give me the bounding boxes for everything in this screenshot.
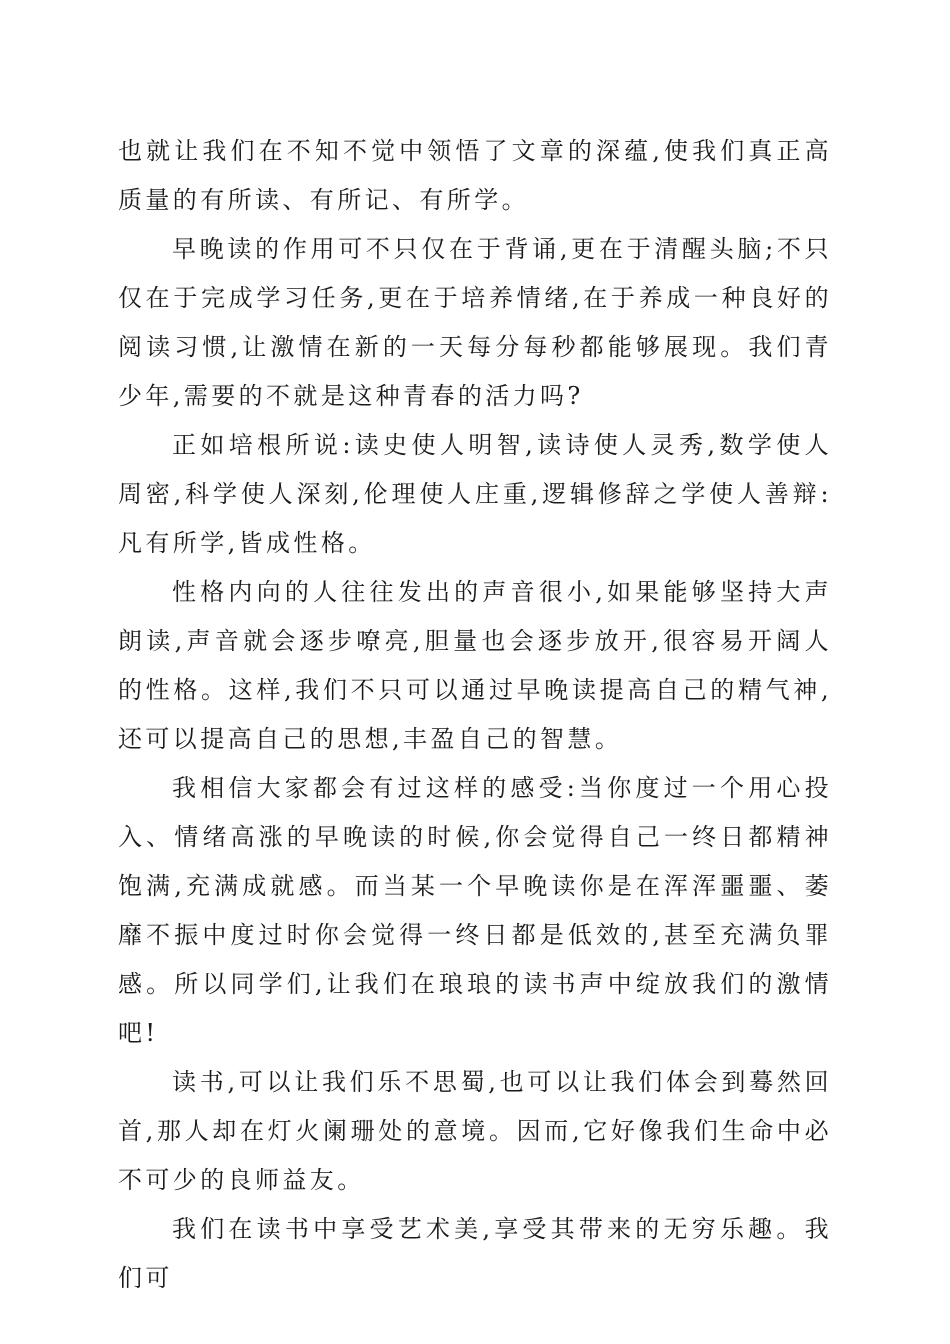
- paragraph-morning-reading-role: 早晚读的作用可不只仅在于背诵,更在于清醒头脑;不只仅在于完成学习任务,更在于培养情绪,在于养成一种良好的阅读习惯,让激情在新的一天每分每秒都能够展现。我们青少年,需要的不就是这种青春的活力吗?: [118, 235, 832, 410]
- paragraph-art-beauty: 我们在读书中享受艺术美,享受其带来的无穷乐趣。我们可: [118, 1215, 832, 1292]
- paragraph-feelings: 我相信大家都会有过这样的感受:当你度过一个用心投入、情绪高涨的早晚读的时候,你会觉得自己一终日都精神饱满,充满成就感。而当某一个早晚读你是在浑浑噩噩、萎靡不振中度过时你会觉得一终日都是低效的,甚至充满负罪感。所以同学们,让我们在琅琅的读书声中绽放我们的激情吧!: [118, 774, 832, 1047]
- paragraph-bacon-quote: 正如培根所说:读史使人明智,读诗使人灵秀,数学使人周密,科学使人深刻,伦理使人庄重,逻辑修辞之学使人善辩:凡有所学,皆成性格。: [118, 431, 832, 557]
- paragraph-reading-friend: 读书,可以让我们乐不思蜀,也可以让我们体会到蓦然回首,那人却在灯火阑珊处的意境。因而,它好像我们生命中必不可少的良师益友。: [118, 1068, 832, 1194]
- paragraph-continuation: 也就让我们在不知不觉中领悟了文章的深蕴,使我们真正高质量的有所读、有所记、有所学。: [118, 137, 832, 214]
- paragraph-personality: 性格内向的人往往发出的声音很小,如果能够坚持大声朗读,声音就会逐步嘹亮,胆量也会逐步放开,很容易开阔人的性格。这样,我们不只可以通过早晚读提高自己的精气神,还可以提高自己的思想,丰盈自己的智慧。: [118, 578, 832, 753]
